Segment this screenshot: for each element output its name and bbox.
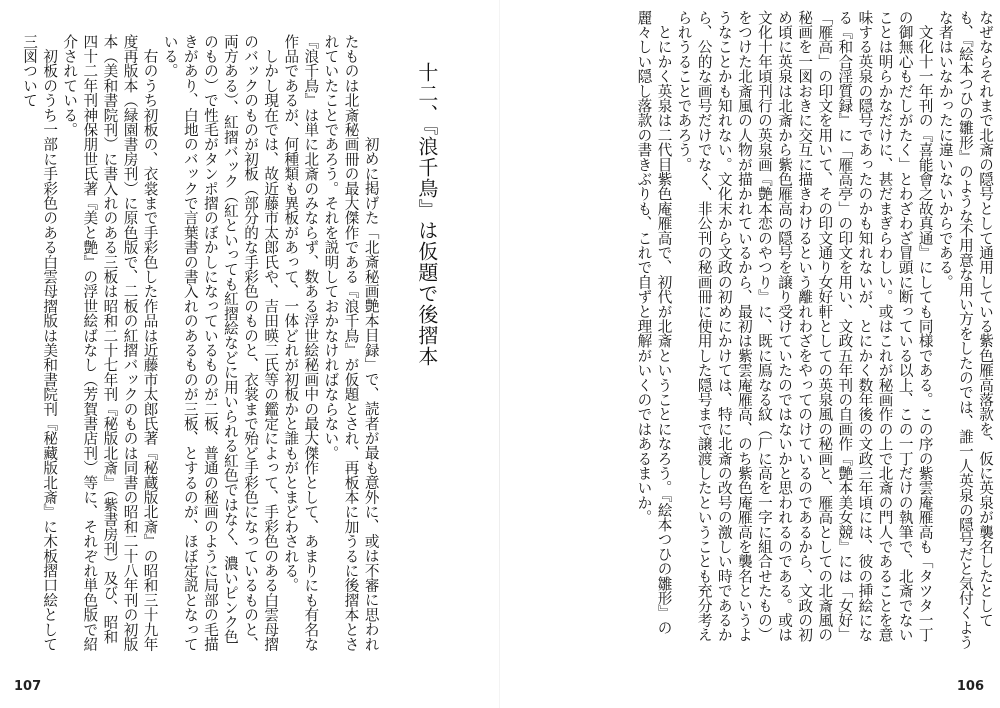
section-heading: 十二、『浪千鳥』は仮題で後摺本	[414, 62, 439, 367]
left-page-text: 初めに掲げた「北斎秘画艶本目録」で、読者が最も意外に、或は不審に思われたものは北斎秘画冊の最大傑作である『浪千鳥』が仮題とされ、再板本に加うるに後摺本とされていたことであろう。それを説明しておかなければならない。 『浪千鳥』は単に北斎のみならず、数ある浮世絵秘画中の最大傑作として、あまりにも有名な作品であるが、何種類も異板があって、一体どれが初板かと誰もがとまどわされる。 しかし現在では、故近藤市太郎氏や、吉田暎二氏等の鑑定によって、手彩色のある白雲母摺のバックのものが初板（部分的な手彩色のものと、衣裳まで殆ど手彩色になっているものと、両方ある）、紅摺バック（紅といっても紅摺絵などに用いられる紅色ではなく、濃いピンク色のもの）で性毛がタンポ摺のぼかしになっているものが二板、普通の秘画のように局部の毛描きがあり、白地のバックで言葉書の書入れのあるものが三板、とするのが、ほぼ定説となっている。 右のうち初板の、衣裳まで手彩色した作品は近藤市太郎氏著『秘蔵版北斎』の昭和三十九年度再版本（緑園書房刊）に原色版で、二板の紅摺バックのものは同書の昭和二十八年刊の初版本（美和書院刊）に書入れのある三板は昭和二十七年刊『秘版北斎』（紫書房刊）及び、昭和四十二年刊神保朋世氏著『美と艶』の浮世絵ばなし（芳賀書店刊）等に、それぞれ単色版で紹介されている。 初板のうち一部に手彩色のある白雲母摺版は美和書院刊『秘藏版北斎』に木板摺口絵として三図ついて	[21, 34, 380, 652]
page-number-left: 107	[14, 679, 42, 694]
left-page-body	[15, 34, 493, 656]
right-page-body: なぜならそれまで北斎の隠号として通用している紫色雁高落款を、仮に英泉が襲名したとしても、『絵本つひの雛形』のような不用意な用い方をしたのでは、誰一人英泉の隠号だと気付くような者はいなかったに違いないからである。 文化十一年刊の『喜能會之故真通』にしても同様である。この序の紫雲庵雁高も「タツタ一丁の御無心もだしがたく」とわざわざ冒頭に断っている以上、この一丁だけの執筆で、北斎でないことは明らかなだけに、甚だまぎらわしい。或はこれが秘画作の上で北斎の門人であることを意味する英泉の隠号であったのかも知れないが、とにかく数年後の文政三年頃には、彼の挿絵になる『和合淫質録』に「雁高亭」の印文を用い、文政五年刊の自画作『艶本美女競』には「女好」「雁高」の印文を用いて、その印文通り女好軒としての英泉風の秘画と、雁高としての北斎風の秘画を一図おきに交互に描きわけるという離れわざをやってのけているのであるから、文政の初め頃に英泉は北斎から紫色雁高の隠号を譲り受けていたのではないかと思われるのである。或は文化十年頃刊行の英泉画『艶本恋のやつり』に、既に鳫なる紋（厂に高を一字に組合せたもの）をつけた北斎風の人物が描かれているから、最初は紫雲庵雁高、のち紫色庵雁高を襲名というようなことかも知れない。文化末から文政の初めにかけては、特に北斎の改号の激しい時であるから、公的な画号だけでなく、非公刊の秘画冊に使用した隠号まで譲渡したということも充分考えられうることであろう。 とにかく英泉は二代目紫色庵雁高で、初代が北斎ということになろう。『絵本つひの雛形』の麗々しい隠し落款の書きぶりも、これで自ずと理解がいくのではあるまいか。	[635, 10, 994, 650]
page-number-right: 106	[956, 679, 984, 694]
right-page	[500, 0, 1000, 708]
